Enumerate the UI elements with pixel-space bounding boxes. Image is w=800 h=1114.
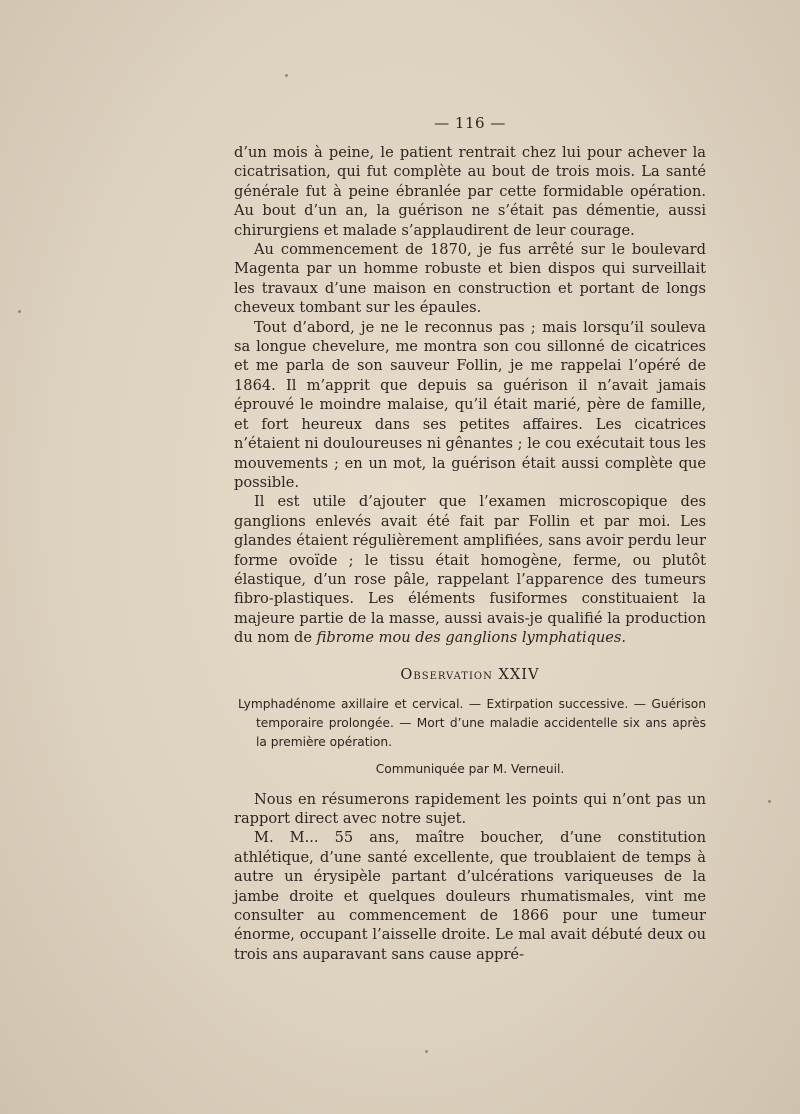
paragraph-text: Il est utile d’ajouter que l’examen microscopique des ganglions enlevés avait été fait par Follin et par moi. Les glandes étaient régulièrement amplifiées, sans avoir perdu leur forme ovoïde ; le tissu était homogène, ferme, ou plutôt élastique, d’un rose pâle, rappelant l’apparence des tumeurs fibro-plastiques. Les éléments fusiformes constituaient la majeure partie de la masse, aussi avais-je qualifié la production du nom de bbox=[234, 493, 706, 647]
observation-title: Observation XXIV bbox=[400, 665, 540, 683]
observation-summary: Lymphadénome axillaire et cervical. — Extirpation successive. — Guérison temporaire prolongée. — Mort d’une maladie accidentelle six ans après la première opération. bbox=[238, 696, 706, 749]
page-number: — 116 — bbox=[434, 114, 506, 132]
paper-speck bbox=[768, 800, 771, 803]
paragraph: d’un mois à peine, le patient rentrait chez lui pour achever la cicatrisation, qui fut complète au bout de trois mois. La santé générale fut à peine ébranlée par cette formidable opération. Au bout d’un an, la guérison ne s’était pas démentie, aussi chirurgiens et malade s’applaudirent de leur courage. bbox=[234, 144, 706, 239]
paragraph bbox=[234, 492, 706, 647]
paragraph: Au commencement de 1870, je fus arrêté sur le boulevard Magenta par un homme robuste et bien dispos qui surveillait les travaux d’une maison en construction et portant de longs cheveux tombant sur les épaules. bbox=[234, 241, 706, 317]
observation-credit: Communiquée par M. Verneuil. bbox=[375, 761, 565, 776]
paragraph-end: . bbox=[621, 629, 627, 647]
paragraph: M. M... 55 ans, maître boucher, d’une constitution athlétique, d’une santé excellente, que troublaient de temps à autre un érysipèle partant d’ulcérations variqueuses de la jambe droite et quelques douleurs rhumatismales, vint me consulter au commencement de 1866 pour une tumeur énorme, occupant l’aisselle droite. Le mal avait débuté deux ou trois ans auparavant sans cause appré- bbox=[234, 829, 706, 963]
paper-speck bbox=[425, 1050, 428, 1053]
italic-term: fibrome mou des ganglions lymphatiques bbox=[316, 629, 622, 647]
paper-speck bbox=[18, 310, 21, 313]
paragraph: Tout d’abord, je ne le reconnus pas ; mais lorsqu’il souleva sa longue chevelure, me montra son cou sillonné de cicatrices et me parla de son sauveur Follin, je me rappelai l’opéré de 1864. Il m’apprit que depuis sa guérison il n’avait jamais éprouvé le moindre malaise, qu’il était marié, père de famille, et fort heureux dans ses petites affaires. Les cicatrices n’étaient ni douloureuses ni gênantes ; le cou exécutait tous les mouvements ; en un mot, la guérison était aussi complète que possible. bbox=[234, 318, 706, 491]
paper-speck bbox=[285, 74, 288, 77]
paragraph: Nous en résumerons rapidement les points qui n’ont pas un rapport direct avec notre sujet. bbox=[234, 790, 706, 827]
page-body bbox=[234, 143, 706, 964]
